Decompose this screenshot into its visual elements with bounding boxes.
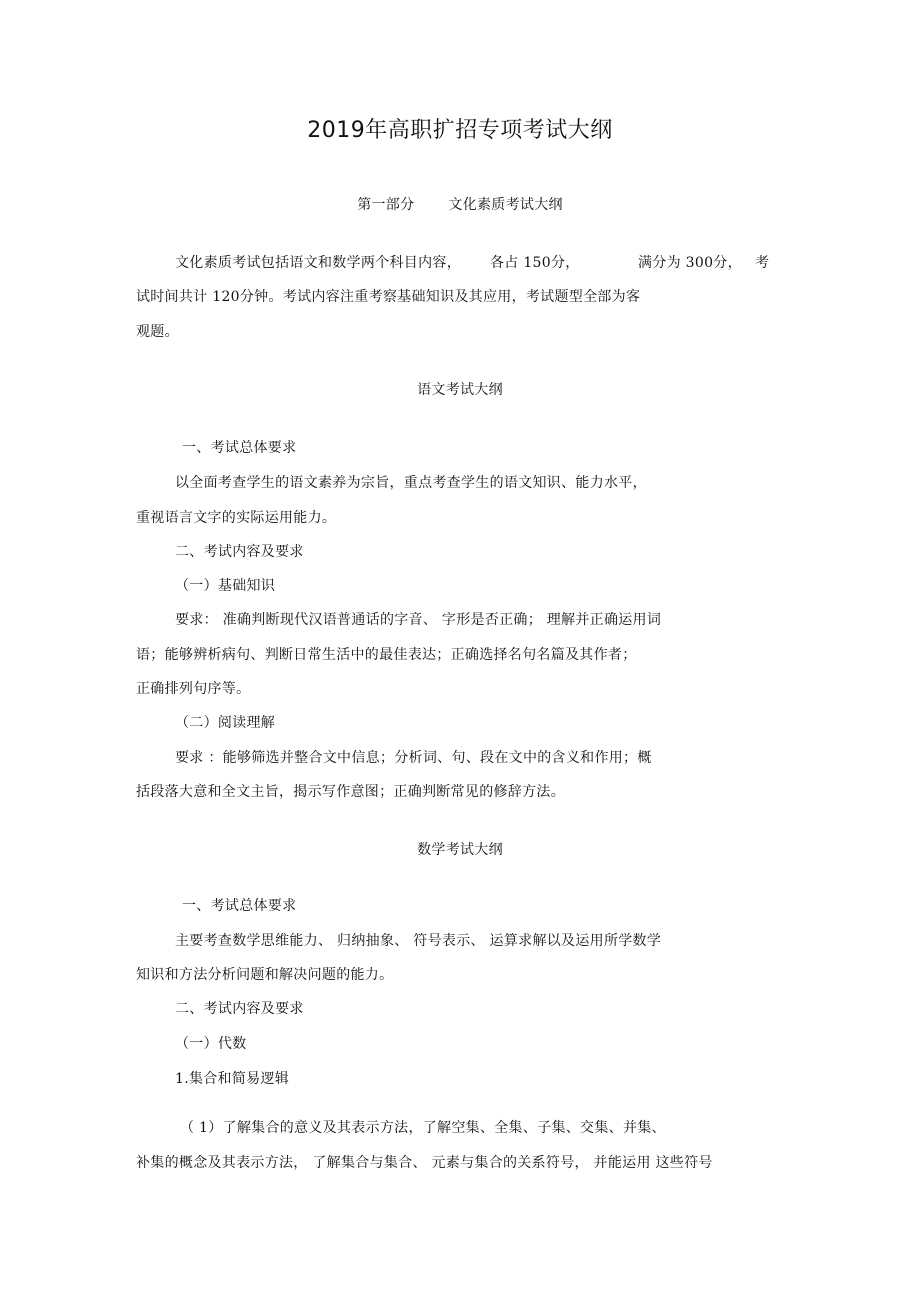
chinese-section-1-line-2: 重视语言文字的实际运用能力。: [136, 510, 337, 526]
math-sub-1-title: （一）代数: [175, 1036, 247, 1052]
chinese-sub-2-title: （二）阅读理解: [175, 715, 276, 731]
math-item-1-line-2: 补集的概念及其表示方法， 了解集合与集合、 元素与集合的关系符号， 并能运用 这些符号: [136, 1155, 713, 1171]
chinese-sub-2-line-1: 要求 ：能够筛选并整合文中信息；分析词、句、段在文中的含义和作用；概: [175, 750, 652, 766]
math-heading: 数学考试大纲: [417, 842, 503, 858]
chinese-sub-1-title: （一）基础知识: [175, 578, 276, 594]
chinese-section-1-title: 一、考试总体要求: [182, 440, 297, 456]
chinese-sub-2-line-2: 括段落大意和全文主旨，揭示写作意图；正确判断常见的修辞方法。: [136, 784, 565, 800]
chinese-sub-1-line-1: 要求： 准确判断现代汉语普通话的字音、 字形是否正确； 理解并正确运用词: [175, 612, 662, 628]
part-heading-name: 文化素质考试大纲: [448, 197, 563, 213]
intro-line-1a: 文化素质考试包括语文和数学两个科目内容，: [175, 255, 461, 271]
chinese-heading: 语文考试大纲: [417, 382, 503, 398]
chinese-section-1-line-1: 以全面考查学生的语文素养为宗旨，重点考查学生的语文知识、能力水平，: [175, 475, 647, 491]
math-section-2-title: 二、考试内容及要求: [175, 1001, 304, 1017]
chinese-section-2-title: 二、考试内容及要求: [175, 544, 304, 560]
part-heading-label: 第一部分: [357, 197, 415, 213]
document-title: 2019年高职扩招专项考试大纲: [307, 118, 613, 143]
intro-line-1b: 各占 150分，: [490, 255, 580, 271]
chinese-sub-1-line-2: 语；能够辨析病句、判断日常生活中的最佳表达；正确选择名句名篇及其作者；: [136, 647, 637, 663]
math-section-1-line-1: 主要考查数学思维能力、 归纳抽象、 符号表示、 运算求解以及运用所学数学: [175, 933, 662, 949]
math-item-1-line-1: （ 1）了解集合的意义及其表示方法，了解空集、全集、子集、交集、并集、: [180, 1120, 666, 1136]
intro-line-1c: 满分为 300分，: [638, 255, 742, 271]
chinese-sub-1-line-3: 正确排列句序等。: [136, 681, 251, 697]
math-section-1-line-2: 知识和方法分析问题和解决问题的能力。: [136, 967, 394, 983]
intro-line-1d: 考: [755, 255, 770, 271]
intro-line-3: 观题。: [136, 324, 179, 340]
part-heading: [0, 195, 920, 215]
math-section-1-title: 一、考试总体要求: [182, 898, 297, 914]
intro-line-2: 试时间共计 120分钟。考试内容注重考察基础知识及其应用，考试题型全部为客: [136, 289, 641, 305]
math-item-1-title: 1.集合和简易逻辑: [175, 1071, 290, 1087]
